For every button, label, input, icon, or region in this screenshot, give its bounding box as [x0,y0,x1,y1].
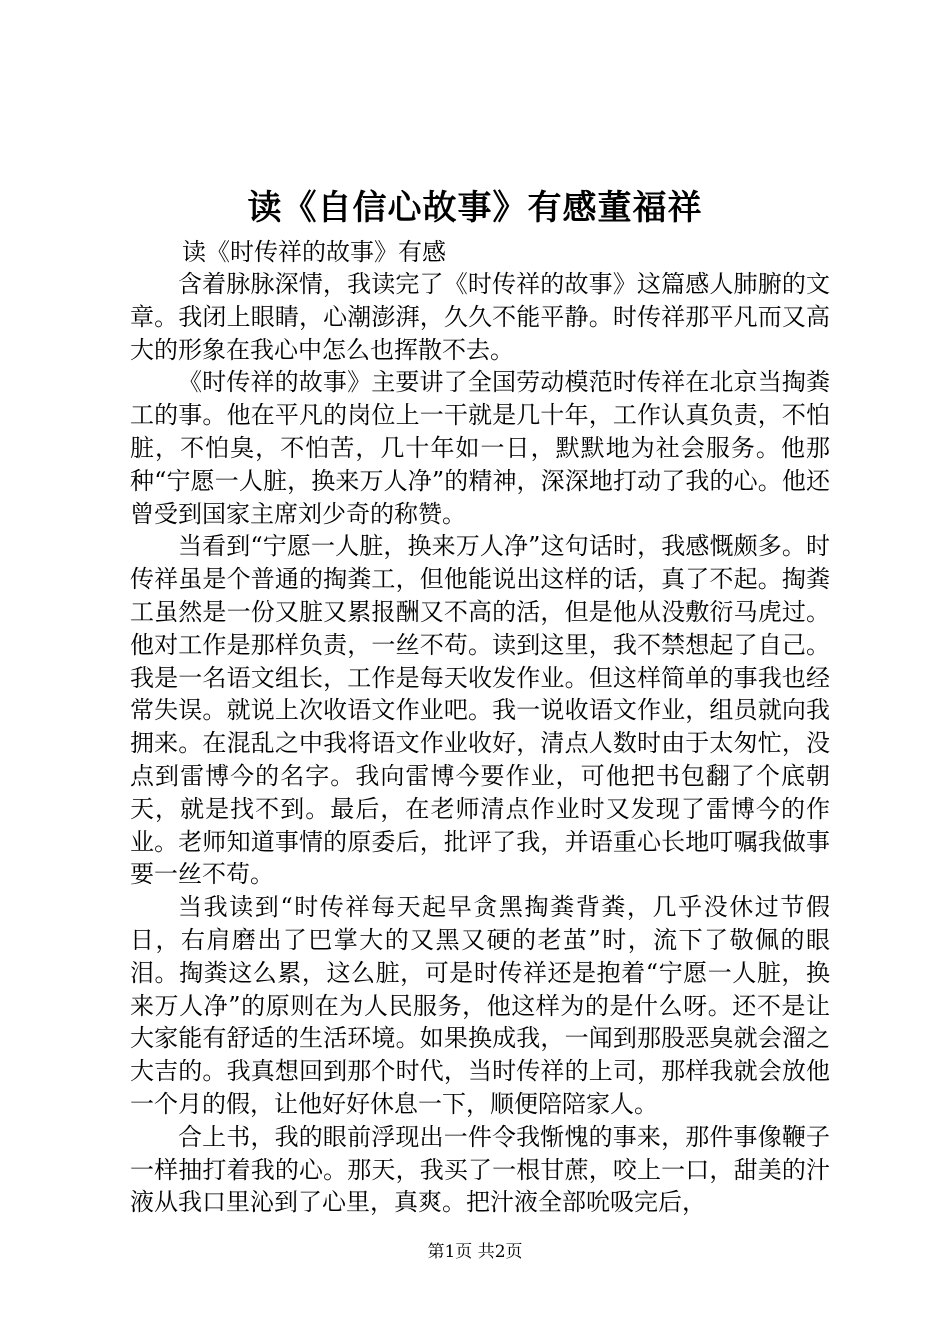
document-title: 读《自信心故事》有感董福祥 [247,188,703,228]
paragraph-1: 含着脉脉深情，我读完了《时传祥的故事》这篇感人肺腑的文章。我闭上眼睛，心潮澎湃，久久不能平静。时传祥那平凡而又高大的形象在我心中怎么也挥散不去。 [130,270,830,364]
paragraph-5: 合上书，我的眼前浮现出一件令我惭愧的事来，那件事像鞭子一样抽打着我的心。那天，我买了一根甘蔗，咬上一口，甜美的汁液从我口里沁到了心里，真爽。把汁液全部吮吸完后， [130,1122,830,1217]
document-body [130,268,830,1219]
page-footer: 第1页 共2页 [427,1242,523,1262]
paragraph-3: 当看到“宁愿一人脏，换来万人净”这句话时，我感慨颇多。时传祥虽是个普通的掏粪工，但他能说出这样的话，真了不起。掏粪工虽然是一份又脏又累报酬又不高的活，但是他从没敷衍马虎过。他对工作是那样负责，一丝不苟。读到这里，我不禁想起了自己。我是一名语文组长，工作是每天收发作业。但这样简单的事我也经常失误。就说上次收语文作业吧。我一说收语文作业，组员就向我拥来。在混乱之中我将语文作业收好，清点人数时由于太匆忙，没点到雷博今的名字。我向雷博今要作业，可他把书包翻了个底朝天，就是找不到。最后，在老师清点作业时又发现了雷博今的作业。老师知道事情的原委后，批评了我，并语重心长地叮嘱我做事要一丝不苟。 [130,532,830,889]
paragraph-2: 《时传祥的故事》主要讲了全国劳动模范时传祥在北京当掏粪工的事。他在平凡的岗位上一干就是几十年，工作认真负责，不怕脏，不怕臭，不怕苦，几十年如一日，默默地为社会服务。他那种“宁愿一人脏，换来万人净”的精神，深深地打动了我的心。他还曾受到国家主席刘少奇的称赞。 [130,368,830,528]
paragraph-4: 当我读到“时传祥每天起早贪黑掏粪背粪，几乎没休过节假日，右肩磨出了巴掌大的又黑又硬的老茧”时，流下了敬佩的眼泪。掏粪这么累，这么脏，可是时传祥还是抱着“宁愿一人脏，换来万人净”的原则在为人民服务，他这样为的是什么呀。还不是让大家能有舒适的生活环境。如果换成我，一闻到那股恶臭就会溜之大吉的。我真想回到那个时代，当时传祥的上司，那样我就会放他一个月的假，让他好好休息一下，顺便陪陪家人。 [130,893,830,1118]
document-subtitle: 读《时传祥的故事》有感 [182,238,446,266]
